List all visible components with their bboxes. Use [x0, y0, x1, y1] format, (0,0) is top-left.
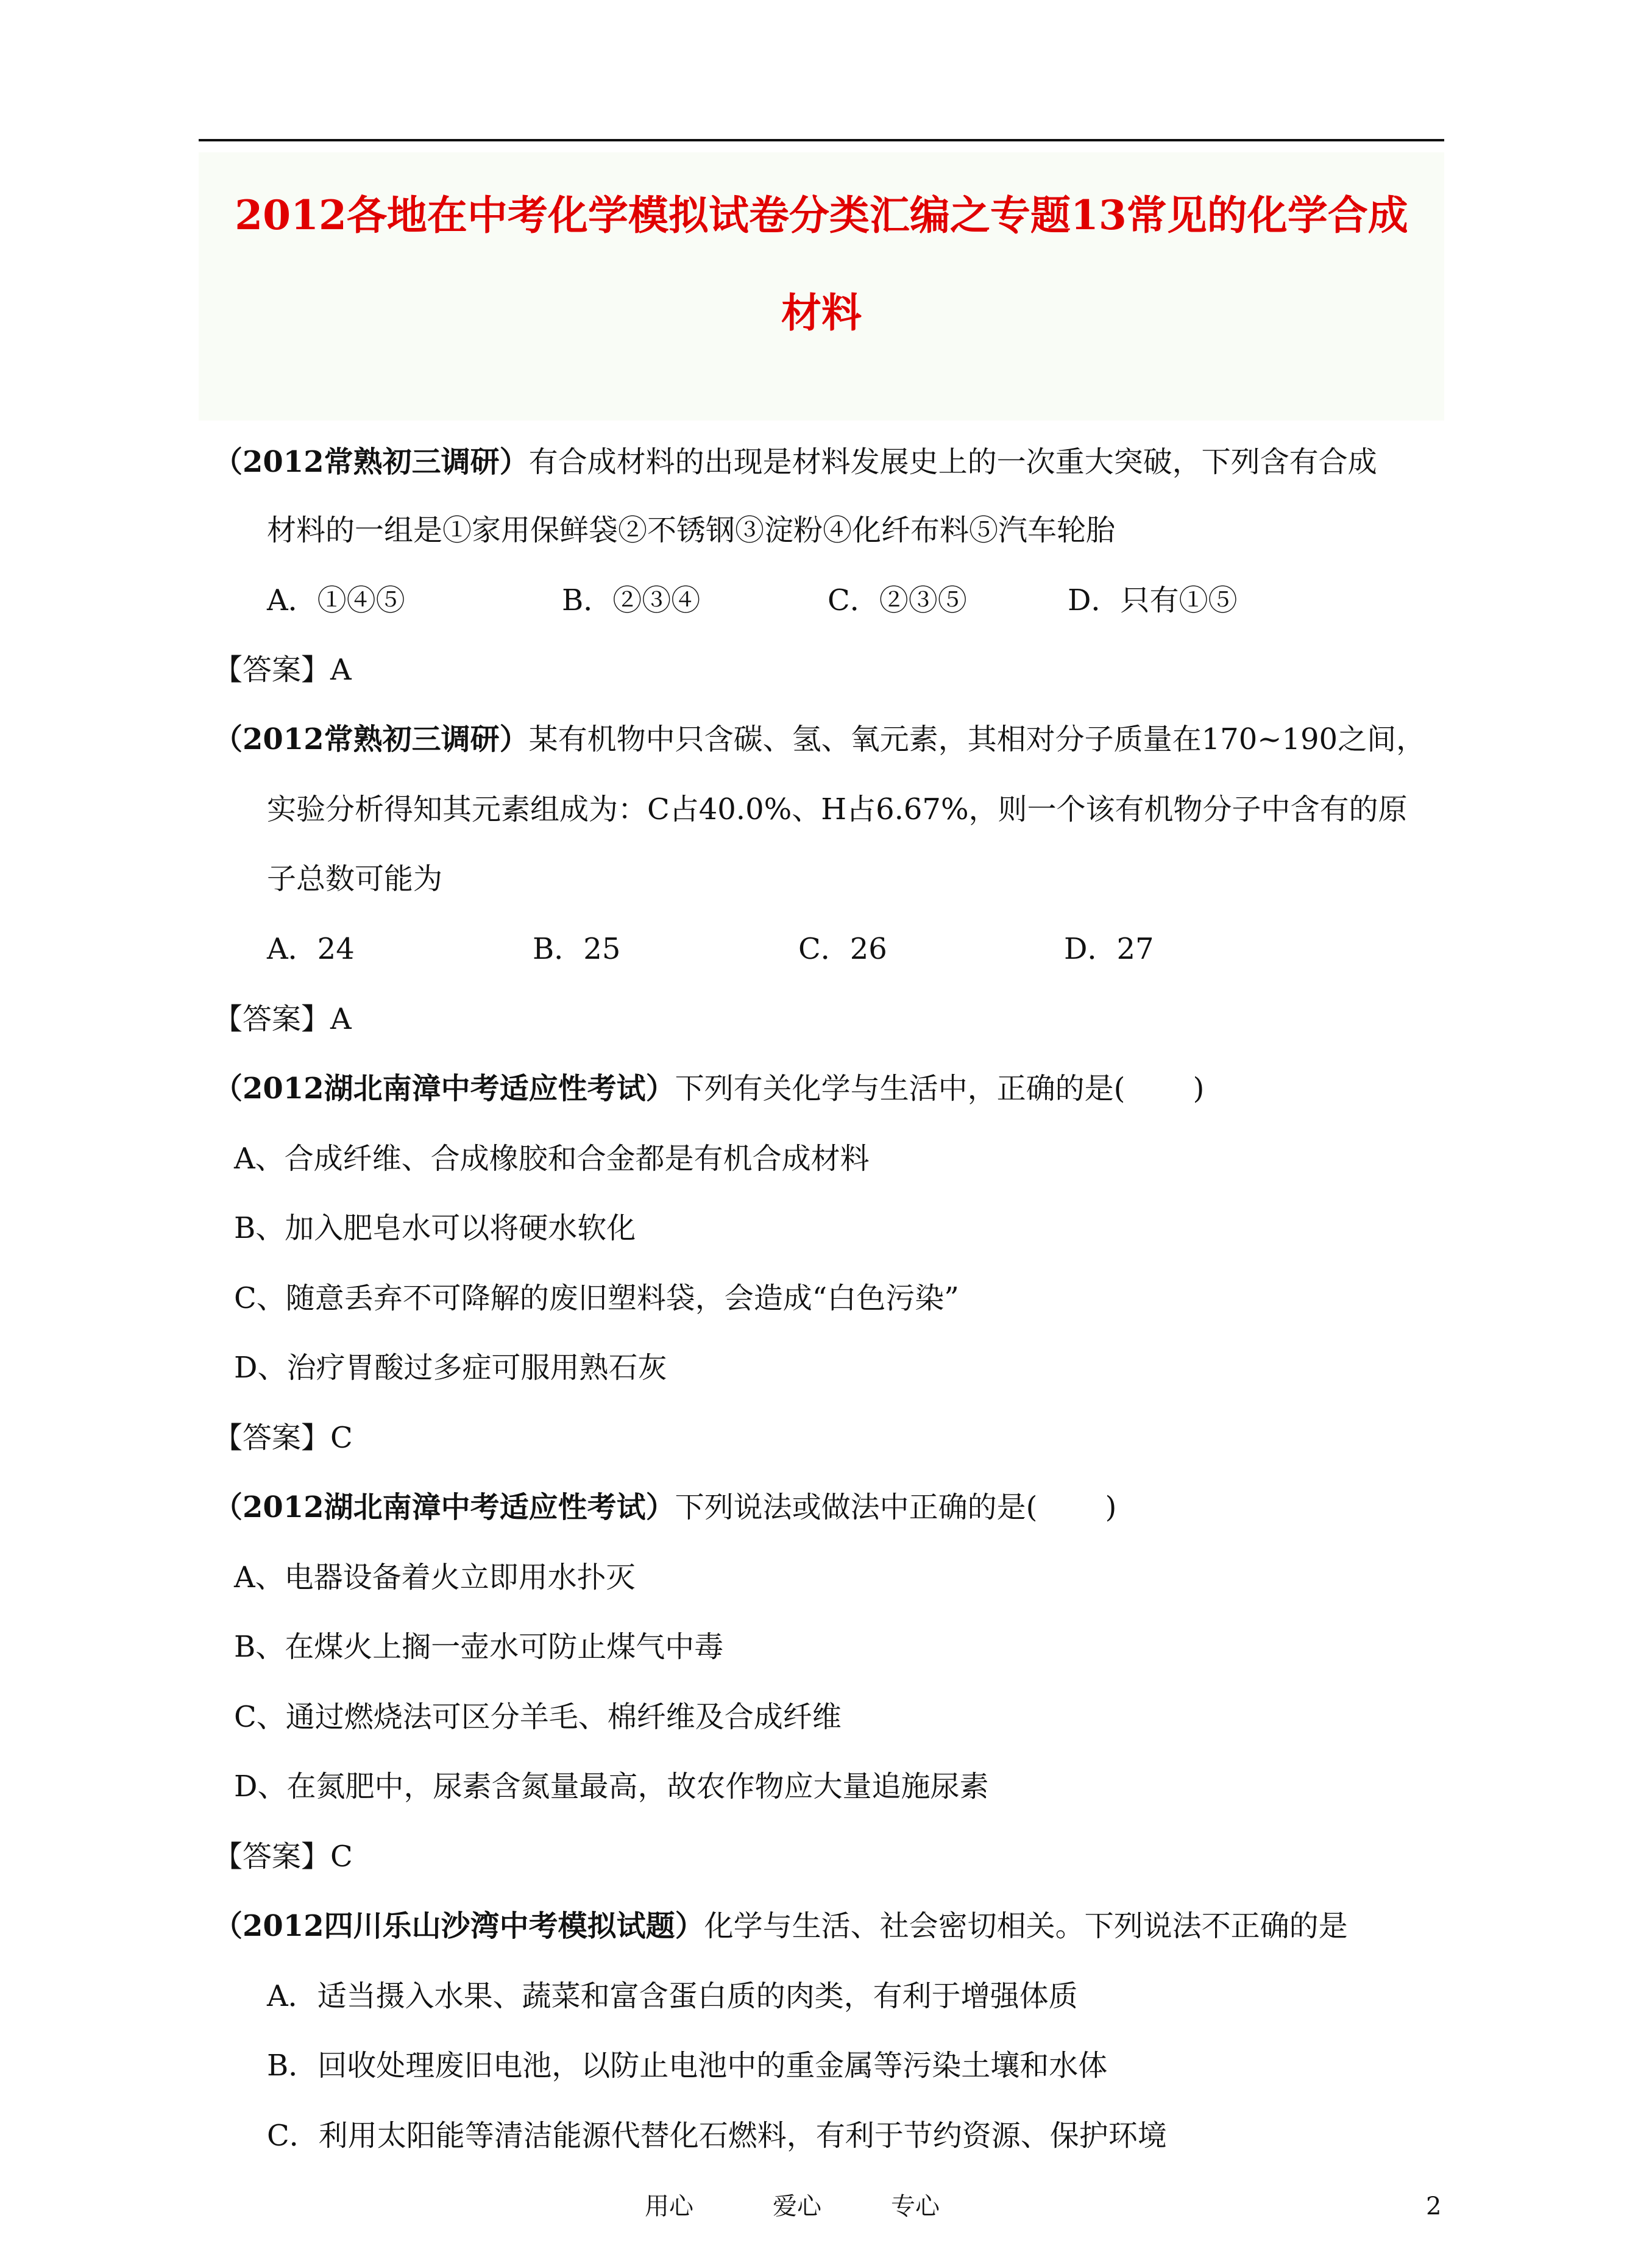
- question-3-option-b: B、加入肥皂水可以将硬水软化: [234, 1211, 636, 1245]
- question-2-stem-text: 某有机物中只含碳、氢、氧元素，其相对分子质量在170~190之间，: [528, 722, 1426, 756]
- question-1-stem-text: 有合成材料的出现是材料发展史上的一次重大突破，下列含有合成: [528, 445, 1377, 479]
- question-5-option-c: C．利用太阳能等清洁能源代替化石燃料，有利于节约资源、保护环境: [267, 2119, 1167, 2153]
- question-3-source: （2012湖北南漳中考适应性考试）: [213, 1072, 675, 1106]
- question-3-stem-line: [213, 1067, 1204, 1110]
- question-5-stem-text: 化学与生活、社会密切相关。下列说法不正确的是: [704, 1909, 1348, 1943]
- question-2-option-d: D．27: [1064, 932, 1154, 966]
- question-3-option-a: A、合成纤维、合成橡胶和合金都是有机合成材料: [234, 1142, 870, 1176]
- question-2-option-b: B．25: [533, 932, 621, 966]
- question-4-answer: 【答案】C: [213, 1840, 353, 1874]
- question-4-stem-line: [213, 1486, 1116, 1529]
- question-2-option-c: C．26: [798, 932, 887, 966]
- footer-motto-3: 专心: [891, 2192, 940, 2220]
- question-2-stem-line-1: [213, 718, 1425, 761]
- page-number: 2: [1426, 2192, 1442, 2220]
- title-box: [199, 152, 1444, 421]
- question-2-source: （2012常熟初三调研）: [213, 722, 529, 756]
- page-title-line-1: 2012各地在中考化学模拟试卷分类汇编之专题13常见的化学合成: [235, 191, 1408, 239]
- question-4-stem-text: 下列说法或做法中正确的是( ): [675, 1490, 1117, 1524]
- question-1-source: （2012常熟初三调研）: [213, 445, 529, 479]
- page-title-line-2: 材料: [781, 289, 862, 336]
- question-1-option-a: A．①④⑤: [267, 583, 405, 617]
- question-4-option-d: D、在氮肥中，尿素含氮量最高，故农作物应大量追施尿素: [234, 1769, 989, 1804]
- question-1-option-d: D．只有①⑤: [1068, 583, 1238, 617]
- question-1-stem-line-2: 材料的一组是①家用保鲜袋②不锈钢③淀粉④化纤布料⑤汽车轮胎: [267, 513, 1116, 547]
- question-5-stem-line: [213, 1905, 1348, 1947]
- question-3-stem-text: 下列有关化学与生活中，正确的是( ): [675, 1072, 1205, 1106]
- question-1-stem-line-1: [213, 441, 1377, 483]
- question-4-option-b: B、在煤火上搁一壶水可防止煤气中毒: [234, 1630, 724, 1664]
- question-5-option-a: A．适当摄入水果、蔬菜和富含蛋白质的肉类，有利于增强体质: [267, 1979, 1078, 2013]
- question-1-answer: 【答案】A: [213, 653, 352, 687]
- footer-motto-1: 用心: [645, 2192, 693, 2220]
- question-3-option-d: D、治疗胃酸过多症可服用熟石灰: [234, 1351, 667, 1385]
- footer-motto-2: 爱心: [773, 2192, 821, 2220]
- question-4-option-a: A、电器设备着火立即用水扑灭: [234, 1560, 636, 1594]
- question-2-stem-line-3: 子总数可能为: [267, 862, 443, 896]
- question-5-source: （2012四川乐山沙湾中考模拟试题）: [213, 1909, 704, 1943]
- question-4-option-c: C、通过燃烧法可区分羊毛、棉纤维及合成纤维: [234, 1700, 842, 1734]
- question-3-answer: 【答案】C: [213, 1421, 353, 1455]
- question-5-option-b: B．回收处理废旧电池，以防止电池中的重金属等污染土壤和水体: [267, 2049, 1108, 2083]
- question-2-answer: 【答案】A: [213, 1002, 352, 1036]
- question-3-option-c: C、随意丢弃不可降解的废旧塑料袋，会造成“白色污染”: [234, 1281, 959, 1315]
- question-4-source: （2012湖北南漳中考适应性考试）: [213, 1490, 675, 1524]
- question-2-stem-line-2: 实验分析得知其元素组成为：C占40.0%、H占6.67%，则一个该有机物分子中含有的原: [267, 792, 1408, 827]
- question-1-option-c: C．②③⑤: [828, 583, 967, 617]
- question-1-option-b: B．②③④: [562, 583, 701, 617]
- top-rule: [199, 139, 1444, 141]
- question-2-option-a: A．24: [267, 932, 355, 966]
